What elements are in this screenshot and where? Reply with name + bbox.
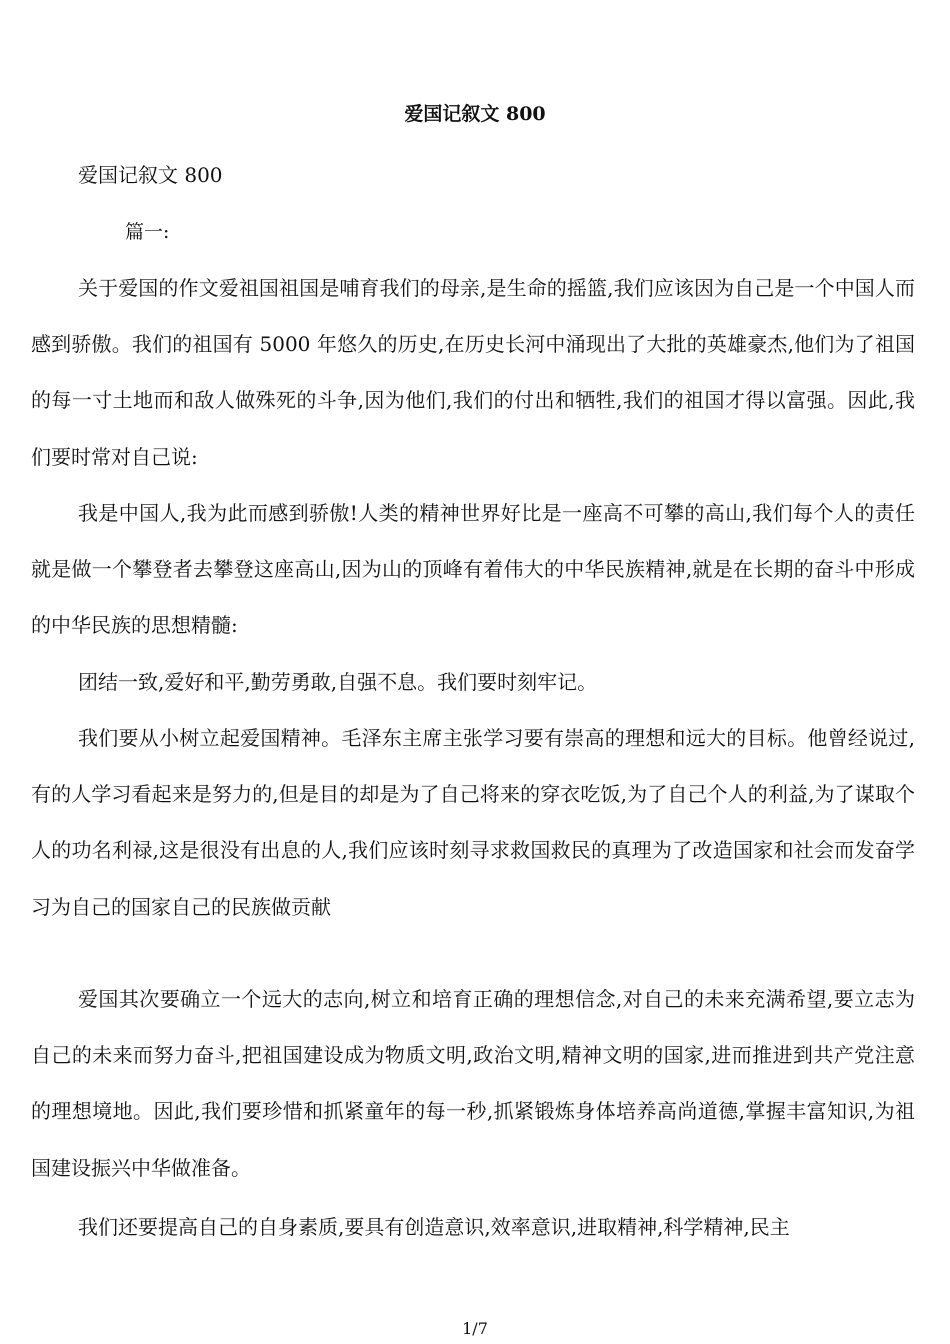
body-paragraph-6: 我们还要提高自己的自身素质,要具有创造意识,效率意识,进取精神,科学精神,民主 xyxy=(78,1215,790,1239)
body-paragraph-4: 我们要从小树立起爱国精神。毛泽东主席主张学习要有崇高的理想和远大的目标。他曾经说过,有的人学习看起来是努力的,但是目的却是为了自己将来的穿衣吃饭,为了自己个人的利益,为了谋取个人的功名利禄,这是很没有出息的人,我们应该时刻寻求救国救民的真理为了改造国家和社会而发奋学习为自己的国家自己的民族做贡献 xyxy=(31,726,915,919)
body-paragraph-2: 我是中国人,我为此而感到骄傲!人类的精神世界好比是一座高不可攀的高山,我们每个人的责任就是做一个攀登者去攀登这座高山,因为山的顶峰有着伟大的中华民族精神,就是在长期的奋斗中形成的中华民族的思想精髓: xyxy=(31,501,915,638)
document-title: 爱国记叙文 800 xyxy=(404,103,546,125)
page-number: 1/7 xyxy=(462,1319,488,1338)
body-paragraph-3: 团结一致,爱好和平,勤劳勇敢,自强不息。我们要时刻牢记。 xyxy=(78,670,598,694)
section-label: 篇一: xyxy=(125,221,170,243)
body-paragraph-1: 关于爱国的作文爱祖国祖国是哺育我们的母亲,是生命的摇篮,我们应该因为自己是一个中国人而感到骄傲。我们的祖国有 5000 年悠久的历史,在历史长河中涌现出了大批的英雄豪杰,他们为了祖国的每一寸土地而和敌人做殊死的斗争,因为他们,我们的付出和牺牲,我们的祖国才得以富强。因此,我们要时常对自己说: xyxy=(31,276,915,469)
body-paragraph-5: 爱国其次要确立一个远大的志向,树立和培育正确的理想信念,对自己的未来充满希望,要立志为自己的未来而努力奋斗,把祖国建设成为物质文明,政治文明,精神文明的国家,进而推进到共产党注意的理想境地。因此,我们要珍惜和抓紧童年的每一秒,抓紧锻炼身体培养高尚道德,掌握丰富知识,为祖国建设振兴中华做准备。 xyxy=(31,987,915,1180)
document-subtitle: 爱国记叙文 800 xyxy=(78,163,223,187)
